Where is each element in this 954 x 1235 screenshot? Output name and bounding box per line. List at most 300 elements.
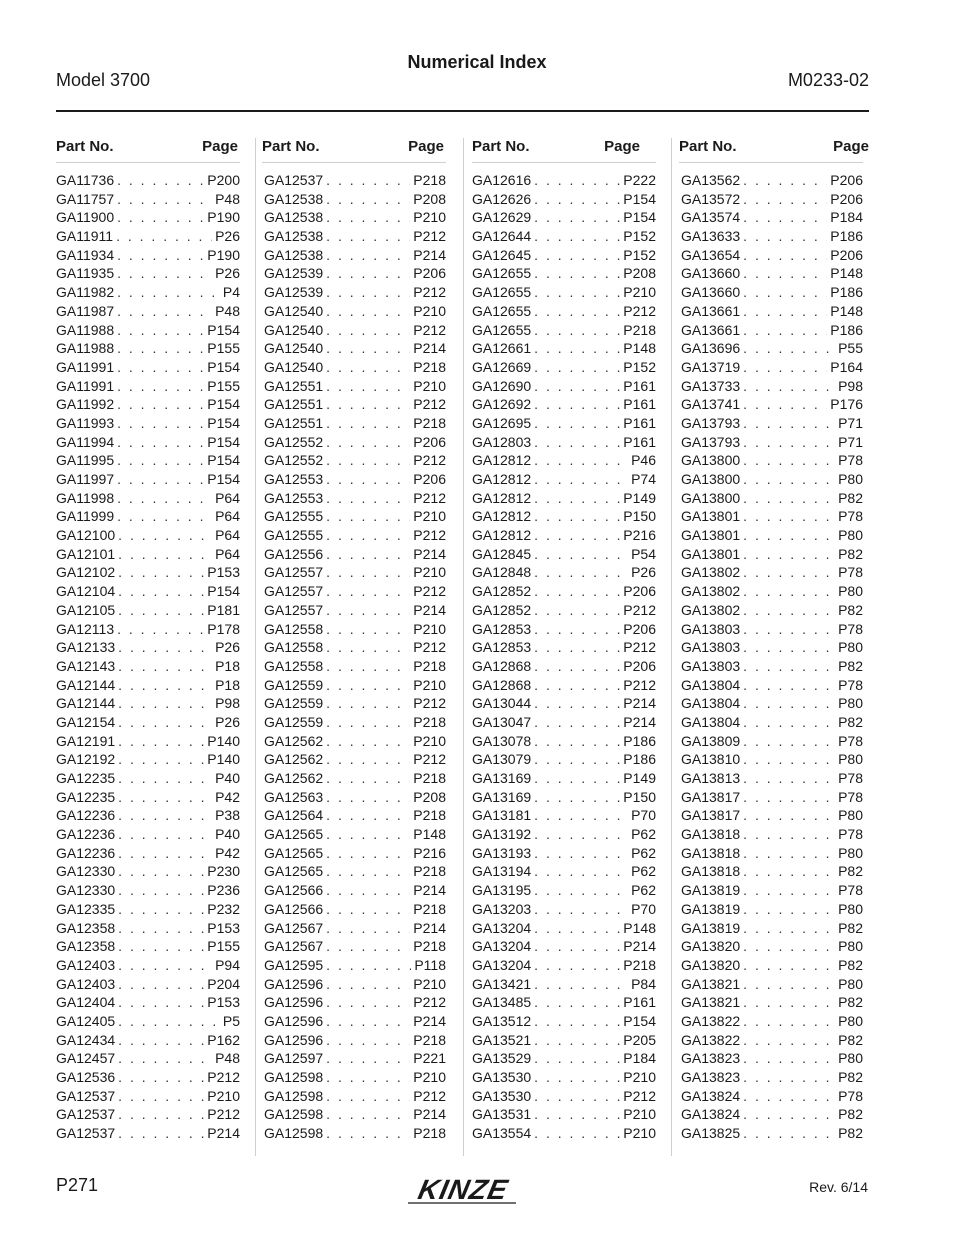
index-row [56, 190, 240, 209]
part-number: GA11988 [56, 340, 115, 357]
part-number: GA13819 [681, 919, 741, 936]
page-reference: P150 [623, 508, 656, 525]
dot-leader [534, 806, 628, 825]
dot-leader [326, 881, 410, 900]
page-reference: P40 [215, 770, 240, 786]
index-row [472, 339, 656, 358]
page-reference: P212 [207, 1106, 240, 1123]
part-number: GA13818 [681, 863, 741, 880]
index-row [264, 1012, 446, 1031]
page-reference: P210 [413, 732, 446, 749]
page-reference: P64 [215, 489, 240, 506]
part-number: GA13822 [681, 1012, 741, 1029]
index-row [472, 171, 656, 190]
dot-leader [534, 657, 620, 676]
page-reference: P155 [207, 340, 240, 357]
index-row [472, 358, 656, 377]
page-reference: P206 [830, 172, 863, 188]
dot-leader [743, 732, 835, 751]
index-row [681, 339, 863, 358]
part-number: GA12655 [472, 302, 532, 319]
page-reference: P214 [413, 1012, 446, 1029]
dot-leader [743, 937, 835, 956]
index-row [56, 358, 240, 377]
dot-leader [534, 1049, 620, 1068]
part-number: GA12538 [264, 209, 324, 226]
page-reference: P149 [623, 489, 656, 506]
index-row [681, 881, 863, 900]
page-reference: P80 [838, 639, 863, 656]
dot-leader [326, 900, 410, 919]
part-number: GA12104 [56, 583, 116, 600]
dot-leader [117, 358, 204, 377]
part-number: GA11988 [56, 321, 115, 338]
index-row [56, 806, 240, 825]
dot-leader [118, 526, 212, 545]
page-reference: P208 [623, 265, 656, 282]
page-reference: P222 [623, 172, 656, 188]
dot-leader [118, 1012, 220, 1031]
index-row [56, 900, 240, 919]
dot-leader [534, 414, 620, 433]
dot-leader [326, 806, 410, 825]
page-reference: P98 [838, 377, 863, 394]
part-number: GA13804 [681, 695, 741, 712]
index-row [681, 1124, 863, 1143]
dot-leader [326, 395, 410, 414]
page-reference: P206 [623, 620, 656, 637]
index-row [472, 956, 656, 975]
index-row [56, 563, 240, 582]
index-row [472, 993, 656, 1012]
page-reference: P212 [413, 489, 446, 506]
dot-leader [743, 862, 835, 881]
dot-leader [534, 1087, 620, 1106]
page-reference: P181 [207, 601, 240, 618]
index-row [264, 358, 446, 377]
part-number: GA12191 [56, 732, 116, 749]
index-row [264, 395, 446, 414]
page-reference: P212 [413, 284, 446, 301]
part-number: GA13824 [681, 1106, 741, 1123]
page-reference: P206 [413, 265, 446, 282]
page-reference: P218 [413, 358, 446, 375]
index-row [681, 732, 863, 751]
page-reference: P208 [413, 190, 446, 207]
dot-leader [326, 694, 410, 713]
dot-leader [117, 414, 204, 433]
dot-leader [326, 975, 410, 994]
index-row [264, 956, 446, 975]
part-number: GA13821 [681, 994, 741, 1011]
dot-leader [534, 208, 620, 227]
index-row [472, 283, 656, 302]
index-row [56, 339, 240, 358]
index-row [472, 975, 656, 994]
page-reference: P62 [631, 863, 656, 880]
dot-leader [118, 844, 212, 863]
index-row [681, 919, 863, 938]
dot-leader [118, 582, 204, 601]
index-row [681, 1049, 863, 1068]
index-row [56, 283, 240, 302]
index-row [264, 171, 446, 190]
dot-leader [534, 1124, 620, 1143]
page-reference: P218 [413, 657, 446, 674]
part-number: GA11935 [56, 265, 115, 282]
page-reference: P62 [631, 826, 656, 843]
page-reference: P154 [207, 321, 240, 338]
part-number: GA13169 [472, 770, 532, 786]
dot-leader [118, 937, 204, 956]
dot-leader [743, 507, 835, 526]
part-number: GA13660 [681, 284, 741, 301]
page-reference: P82 [838, 919, 863, 936]
part-number: GA11992 [56, 396, 115, 413]
part-number: GA12567 [264, 919, 324, 936]
page-reference: P152 [623, 228, 656, 245]
index-row [264, 844, 446, 863]
page-reference: P70 [631, 807, 656, 824]
index-row [472, 507, 656, 526]
part-number: GA12559 [264, 676, 324, 693]
part-number: GA12540 [264, 302, 324, 319]
part-number: GA12100 [56, 527, 116, 544]
part-number: GA12557 [264, 564, 324, 581]
part-number: GA12335 [56, 900, 116, 917]
dot-leader [743, 302, 827, 321]
page-reference: P153 [207, 919, 240, 936]
index-row [681, 414, 863, 433]
part-number: GA13554 [472, 1125, 532, 1142]
part-number: GA13802 [681, 583, 741, 600]
part-number: GA12853 [472, 620, 532, 637]
part-number: GA13825 [681, 1125, 741, 1142]
dot-leader [534, 750, 620, 769]
dot-leader [743, 1087, 835, 1106]
index-row [56, 750, 240, 769]
part-number: GA12405 [56, 1012, 116, 1029]
page-reference: P80 [838, 938, 863, 955]
page-reference: P218 [413, 863, 446, 880]
index-row [56, 620, 240, 639]
part-number: GA12564 [264, 807, 324, 824]
dot-leader [326, 190, 410, 209]
index-row [56, 582, 240, 601]
page-reference: P155 [207, 938, 240, 955]
page-reference: P148 [830, 265, 863, 282]
index-row [681, 358, 863, 377]
index-row [264, 919, 446, 938]
page-reference: P78 [838, 452, 863, 469]
page-reference: P216 [413, 844, 446, 861]
part-number: GA12101 [56, 545, 116, 562]
index-row [264, 601, 446, 620]
index-row [681, 956, 863, 975]
page-header: Page [408, 138, 444, 155]
dot-leader [534, 246, 620, 265]
dot-leader [743, 601, 835, 620]
dot-leader [326, 171, 410, 190]
page-reference: P82 [838, 545, 863, 562]
part-number: GA11900 [56, 209, 115, 226]
page-reference: P148 [623, 919, 656, 936]
page-reference: P210 [413, 209, 446, 226]
index-row [56, 507, 240, 526]
dot-leader [118, 862, 204, 881]
part-number: GA13530 [472, 1069, 532, 1085]
dot-leader [743, 227, 827, 246]
dot-leader [326, 713, 410, 732]
index-row [264, 993, 446, 1012]
index-row [472, 321, 656, 340]
page-reference: P212 [623, 302, 656, 319]
dot-leader [534, 302, 620, 321]
part-number: GA12563 [264, 788, 324, 805]
dot-leader [534, 732, 620, 751]
dot-leader [326, 451, 410, 470]
dot-leader [743, 657, 835, 676]
part-number: GA12192 [56, 751, 116, 768]
part-no-header: Part No. [56, 138, 114, 155]
index-row [472, 395, 656, 414]
dot-leader [326, 470, 410, 489]
page-reference: P54 [631, 545, 656, 562]
dot-leader [118, 732, 204, 751]
index-row [681, 563, 863, 582]
index-row [472, 919, 656, 938]
page-reference: P154 [207, 396, 240, 413]
index-row [56, 1012, 240, 1031]
page-reference: P212 [623, 1087, 656, 1104]
part-number: GA13820 [681, 956, 741, 973]
dot-leader [326, 844, 410, 863]
dot-leader [117, 489, 212, 508]
index-row [56, 825, 240, 844]
index-row [264, 825, 446, 844]
part-number: GA12598 [264, 1106, 324, 1123]
page-reference: P18 [215, 676, 240, 693]
index-row [681, 1105, 863, 1124]
column-header [472, 138, 656, 163]
part-number: GA11998 [56, 489, 115, 506]
part-number: GA12113 [56, 620, 115, 637]
page-reference: P148 [623, 340, 656, 357]
part-number: GA11982 [56, 284, 115, 301]
page-reference: P218 [623, 321, 656, 338]
dot-leader [743, 806, 835, 825]
dot-leader [534, 900, 628, 919]
part-number: GA13192 [472, 826, 532, 843]
page-reference: P212 [413, 321, 446, 338]
dot-leader [534, 788, 620, 807]
dot-leader [534, 937, 620, 956]
part-number: GA12868 [472, 657, 532, 674]
dot-leader [743, 676, 835, 695]
index-row [56, 1124, 240, 1143]
page-reference: P78 [838, 882, 863, 899]
page-reference: P218 [413, 900, 446, 917]
index-row [472, 414, 656, 433]
index-row [56, 638, 240, 657]
dot-leader [743, 264, 827, 283]
part-number: GA13194 [472, 863, 532, 880]
part-number: GA13810 [681, 751, 741, 768]
part-number: GA11994 [56, 433, 115, 450]
index-row [472, 1105, 656, 1124]
page-reference: P200 [207, 172, 240, 188]
dot-leader [117, 339, 204, 358]
part-number: GA12690 [472, 377, 532, 394]
part-number: GA12538 [264, 228, 324, 245]
dot-leader [118, 788, 212, 807]
footer-revision: Rev. 6/14 [809, 1179, 868, 1195]
page-reference: P82 [838, 1106, 863, 1123]
index-row [472, 563, 656, 582]
dot-leader [743, 171, 827, 190]
index-row [472, 377, 656, 396]
index-row [681, 638, 863, 657]
dot-leader [534, 264, 620, 283]
part-number: GA12552 [264, 452, 324, 469]
part-number: GA13660 [681, 265, 741, 282]
dot-leader [118, 806, 212, 825]
dot-leader [534, 283, 620, 302]
page-reference: P154 [207, 452, 240, 469]
dot-leader [326, 638, 410, 657]
part-number: GA12567 [264, 938, 324, 955]
page-reference: P78 [838, 788, 863, 805]
dot-leader [118, 1087, 204, 1106]
page-reference: P140 [207, 751, 240, 768]
page-reference: P212 [623, 676, 656, 693]
page-reference: P205 [623, 1031, 656, 1048]
index-row [56, 769, 240, 788]
part-number: GA12540 [264, 340, 324, 357]
part-number: GA12553 [264, 489, 324, 506]
index-row [472, 750, 656, 769]
page-reference: P218 [413, 713, 446, 730]
page-reference: P210 [413, 975, 446, 992]
page-reference: P78 [838, 826, 863, 843]
page-reference: P210 [413, 377, 446, 394]
part-number: GA13819 [681, 900, 741, 917]
page-reference: P212 [413, 228, 446, 245]
part-number: GA13204 [472, 956, 532, 973]
part-number: GA13819 [681, 882, 741, 899]
page-reference: P204 [207, 975, 240, 992]
dot-leader [534, 694, 620, 713]
part-number: GA13818 [681, 826, 741, 843]
index-row [681, 321, 863, 340]
index-row [56, 862, 240, 881]
dot-leader [326, 825, 410, 844]
page-reference: P26 [215, 228, 240, 245]
index-row [472, 769, 656, 788]
index-row [681, 937, 863, 956]
index-row [472, 806, 656, 825]
index-column [262, 138, 446, 1143]
dot-leader [117, 433, 204, 452]
kinze-logo-graphic [400, 1172, 524, 1206]
index-row [264, 620, 446, 639]
index-row [472, 638, 656, 657]
index-row [264, 1031, 446, 1050]
index-row [264, 975, 446, 994]
part-number: GA13654 [681, 246, 741, 263]
part-number: GA12812 [472, 527, 532, 544]
index-row [681, 713, 863, 732]
index-row [472, 694, 656, 713]
part-number: GA13203 [472, 900, 532, 917]
part-number: GA12848 [472, 564, 532, 581]
dot-leader [743, 825, 835, 844]
part-number: GA12598 [264, 1087, 324, 1104]
page-reference: P214 [207, 1125, 240, 1142]
index-row [56, 545, 240, 564]
part-number: GA12597 [264, 1050, 324, 1067]
page-reference: P161 [623, 994, 656, 1011]
dot-leader [326, 264, 410, 283]
part-number: GA11934 [56, 246, 115, 263]
page-reference: P178 [207, 620, 240, 637]
dot-leader [534, 171, 620, 190]
dot-leader [326, 676, 410, 695]
part-number: GA12559 [264, 713, 324, 730]
part-number: GA13801 [681, 527, 741, 544]
part-no-header: Part No. [262, 138, 320, 155]
index-row [264, 339, 446, 358]
index-row [472, 433, 656, 452]
dot-leader [326, 788, 410, 807]
page-reference: P154 [207, 471, 240, 487]
dot-leader [743, 563, 835, 582]
part-number: GA13817 [681, 788, 741, 805]
page-reference: P186 [830, 284, 863, 301]
dot-leader [743, 1105, 835, 1124]
part-number: GA13572 [681, 190, 741, 207]
dot-leader [326, 732, 410, 751]
page-reference: P210 [623, 1106, 656, 1123]
index-row [472, 526, 656, 545]
part-number: GA12812 [472, 452, 532, 469]
part-number: GA12105 [56, 601, 116, 618]
dot-leader [117, 377, 204, 396]
index-row [56, 246, 240, 265]
page-reference: P214 [413, 545, 446, 562]
page-reference: P152 [623, 358, 656, 375]
page-reference: P214 [413, 919, 446, 936]
page-reference: P149 [623, 770, 656, 786]
part-number: GA11757 [56, 190, 115, 207]
dot-leader [743, 844, 835, 863]
part-number: GA12565 [264, 844, 324, 861]
page-reference: P161 [623, 377, 656, 394]
page-reference: P210 [623, 1125, 656, 1142]
index-row [56, 395, 240, 414]
index-row [264, 414, 446, 433]
index-row [264, 470, 446, 489]
part-number: GA13800 [681, 489, 741, 506]
page-reference: P218 [623, 956, 656, 973]
dot-leader [534, 582, 620, 601]
index-row [264, 694, 446, 713]
part-number: GA12434 [56, 1031, 116, 1048]
index-row [56, 919, 240, 938]
dot-leader [326, 1012, 410, 1031]
dot-leader [534, 227, 620, 246]
part-number: GA13512 [472, 1012, 532, 1029]
